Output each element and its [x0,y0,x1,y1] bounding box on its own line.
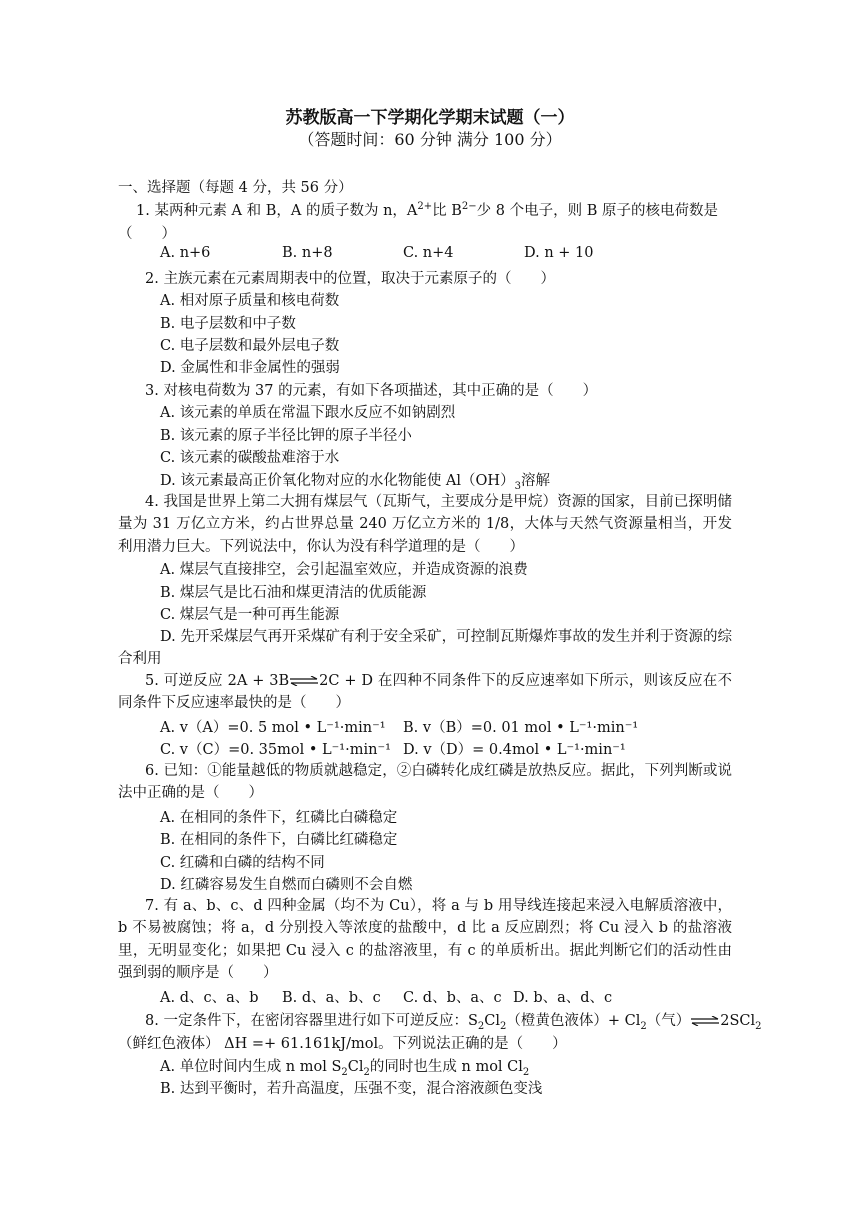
q8-sub-2: 2 [500,1020,507,1032]
q5-option-b: B. v（B）=0. 01 mol • L⁻¹·min⁻¹ [403,720,639,736]
q8-text-c: （橙黄色液体）+ Cl [506,1013,641,1029]
q3-option-d-tail: 溶解 [520,473,550,489]
q7-option-c: C. d、b、a、c [403,990,502,1006]
page-title: 苏教版高一下学期化学期末试题（一） [285,108,575,128]
q5-option-c: C. v（C）=0. 35mol • L⁻¹·min⁻¹ [160,742,391,758]
q8-text-e: 2SCl [720,1013,756,1029]
q6-option-d: D. 红磷容易发生自燃而白磷则不会自燃 [160,877,413,893]
q8-sub-1: 2 [477,1020,485,1032]
q1-text-a: 1. 某两种元素 A 和 B，A 的质子数为 n，A [136,203,418,219]
q4-option-d: D. 先开采煤层气再开采煤矿有利于安全采矿，可控制瓦斯爆炸事故的发生并利于资源的综合利用 [118,629,732,668]
q3-option-d-text: D. 该元素最高正价氧化物对应的水化物能使 Al（OH） [160,473,515,489]
q6-option-c: C. 红磷和白磷的结构不同 [160,855,325,871]
q4-option-a: A. 煤层气直接排空，会引起温室效应，并造成资源的浪费 [160,562,528,578]
q2-option-d: D. 金属性和非金属性的强弱 [160,360,340,376]
q1-text-c: 少 8 个电子，则 B 原子的核电荷数是 [476,203,718,219]
q2-option-c: C. 电子层数和最外层电子数 [160,338,340,354]
q8-option-a-text-b: Cl [347,1059,364,1075]
q8-sub-3: 2 [640,1020,647,1032]
q8-option-a-sub-1: 2 [341,1066,348,1078]
q4-option-b: B. 煤层气是比石油和煤更清洁的优质能源 [160,585,427,601]
q1-option-b: B. n+8 [282,245,333,261]
q8-option-a-sub-2: 2 [363,1066,370,1078]
q5-text-b: 2C + D 在四种不同条件下的反应速率如下所示，则该反应在不同条件下反应速率最快的是（ ） [118,673,733,712]
q6-option-a: A. 在相同的条件下，红磷比白磷稳定 [160,810,398,826]
q5-option-d: D. v（D）= 0.4mol • L⁻¹·min⁻¹ [403,742,626,758]
q3-option-d [160,469,550,490]
q8-option-a-sub-3: 2 [522,1066,530,1078]
q1-sup-a: 2+ [417,201,433,213]
question-4-stem: 4. 我国是世界上第二大拥有煤层气（瓦斯气，主要成分是甲烷）资源的国家，目前已探明储量为 31 万亿立方米，约占世界总量 240 万亿立方米的 1/8，大体与天然气资源量相当，开发利用潜力巨大。下列说法中，你认为没有科学道理的是（ ） [118,494,732,555]
q7-option-b: B. d、a、b、c [282,990,381,1006]
q5-option-a: A. v（A）=0. 5 mol • L⁻¹·min⁻¹ [160,720,386,736]
q2-option-b: B. 电子层数和中子数 [160,316,296,332]
q1-text-b: 比 B [432,203,462,219]
question-7-stem: 7. 有 a、b、c、d 四种金属（均不为 Cu），将 a 与 b 用导线连接起来浸入电解质溶液中，b 不易被腐蚀；将 a，d 分别投入等浓度的盐酸中，d 比 a 反应剧烈；将 Cu 浸入 b 的盐溶液里，无明显变化；如果把 Cu 浸入 c 的盐溶液里，有 c 的单质析出。据此判断它们的活动性由强到弱的顺序是（ ） [118,898,732,981]
q1-option-c: C. n+4 [403,245,454,261]
q8-sub-4: 2 [755,1020,762,1032]
q8-text-d: （气） [646,1013,691,1029]
question-1-stem-cont: （ ） [118,226,176,242]
q8-option-a [160,1055,529,1076]
q7-option-a: A. d、c、a、b [160,990,259,1006]
question-6-stem: 6. 已知：①能量越低的物质就越稳定，②白磷转化成红磷是放热反应。据此，下列判断或说法中正确的是（ ） [118,763,732,802]
q3-option-d-sub: 3 [514,480,521,492]
question-3-stem: 3. 对核电荷数为 37 的元素，有如下各项描述，其中正确的是（ ） [145,383,598,399]
question-8-stem [145,1009,762,1030]
q1-sup-b: 2− [461,201,477,213]
question-2-stem: 2. 主族元素在元素周期表中的位置，取决于元素原子的（ ） [145,271,555,287]
question-8-stem-cont: （鲜红色液体） ΔH =+ 61.161kJ/mol。下列说法正确的是（ ） [118,1036,567,1052]
q8-option-a-text-c: 的同时也生成 n mol Cl [369,1059,523,1075]
q3-option-b: B. 该元素的原子半径比钾的原子半径小 [160,428,412,444]
page-subtitle: （答题时间：60 分钟 满分 100 分） [298,130,562,149]
section-heading: 一、选择题（每题 4 分，共 56 分） [118,180,353,196]
q1-option-d: D. n + 10 [524,245,594,261]
q4-option-c: C. 煤层气是一种可再生能源 [160,607,340,623]
q8-option-b: B. 达到平衡时，若升高温度，压强不变，混合溶液颜色变浅 [160,1081,543,1097]
q8-text-b: Cl [484,1013,500,1029]
q5-text-a: 5. 可逆反应 2A + 3B [145,673,290,689]
q7-option-d: D. b、a、d、c [513,990,613,1006]
q1-option-a: A. n+6 [160,245,211,261]
reversible-arrow-icon [289,676,319,686]
reversible-arrow-icon [690,1016,720,1026]
q8-option-a-text: A. 单位时间内生成 n mol S [160,1059,342,1075]
q3-option-a: A. 该元素的单质在常温下跟水反应不如钠剧烈 [160,405,456,421]
q8-text-a: 8. 一定条件下，在密闭容器里进行如下可逆反应：S [145,1013,478,1029]
question-1-stem [136,199,718,220]
q3-option-c: C. 该元素的碳酸盐难溶于水 [160,450,340,466]
q2-option-a: A. 相对原子质量和核电荷数 [160,293,340,309]
question-5-stem [118,670,732,715]
q6-option-b: B. 在相同的条件下，白磷比红磷稳定 [160,832,398,848]
